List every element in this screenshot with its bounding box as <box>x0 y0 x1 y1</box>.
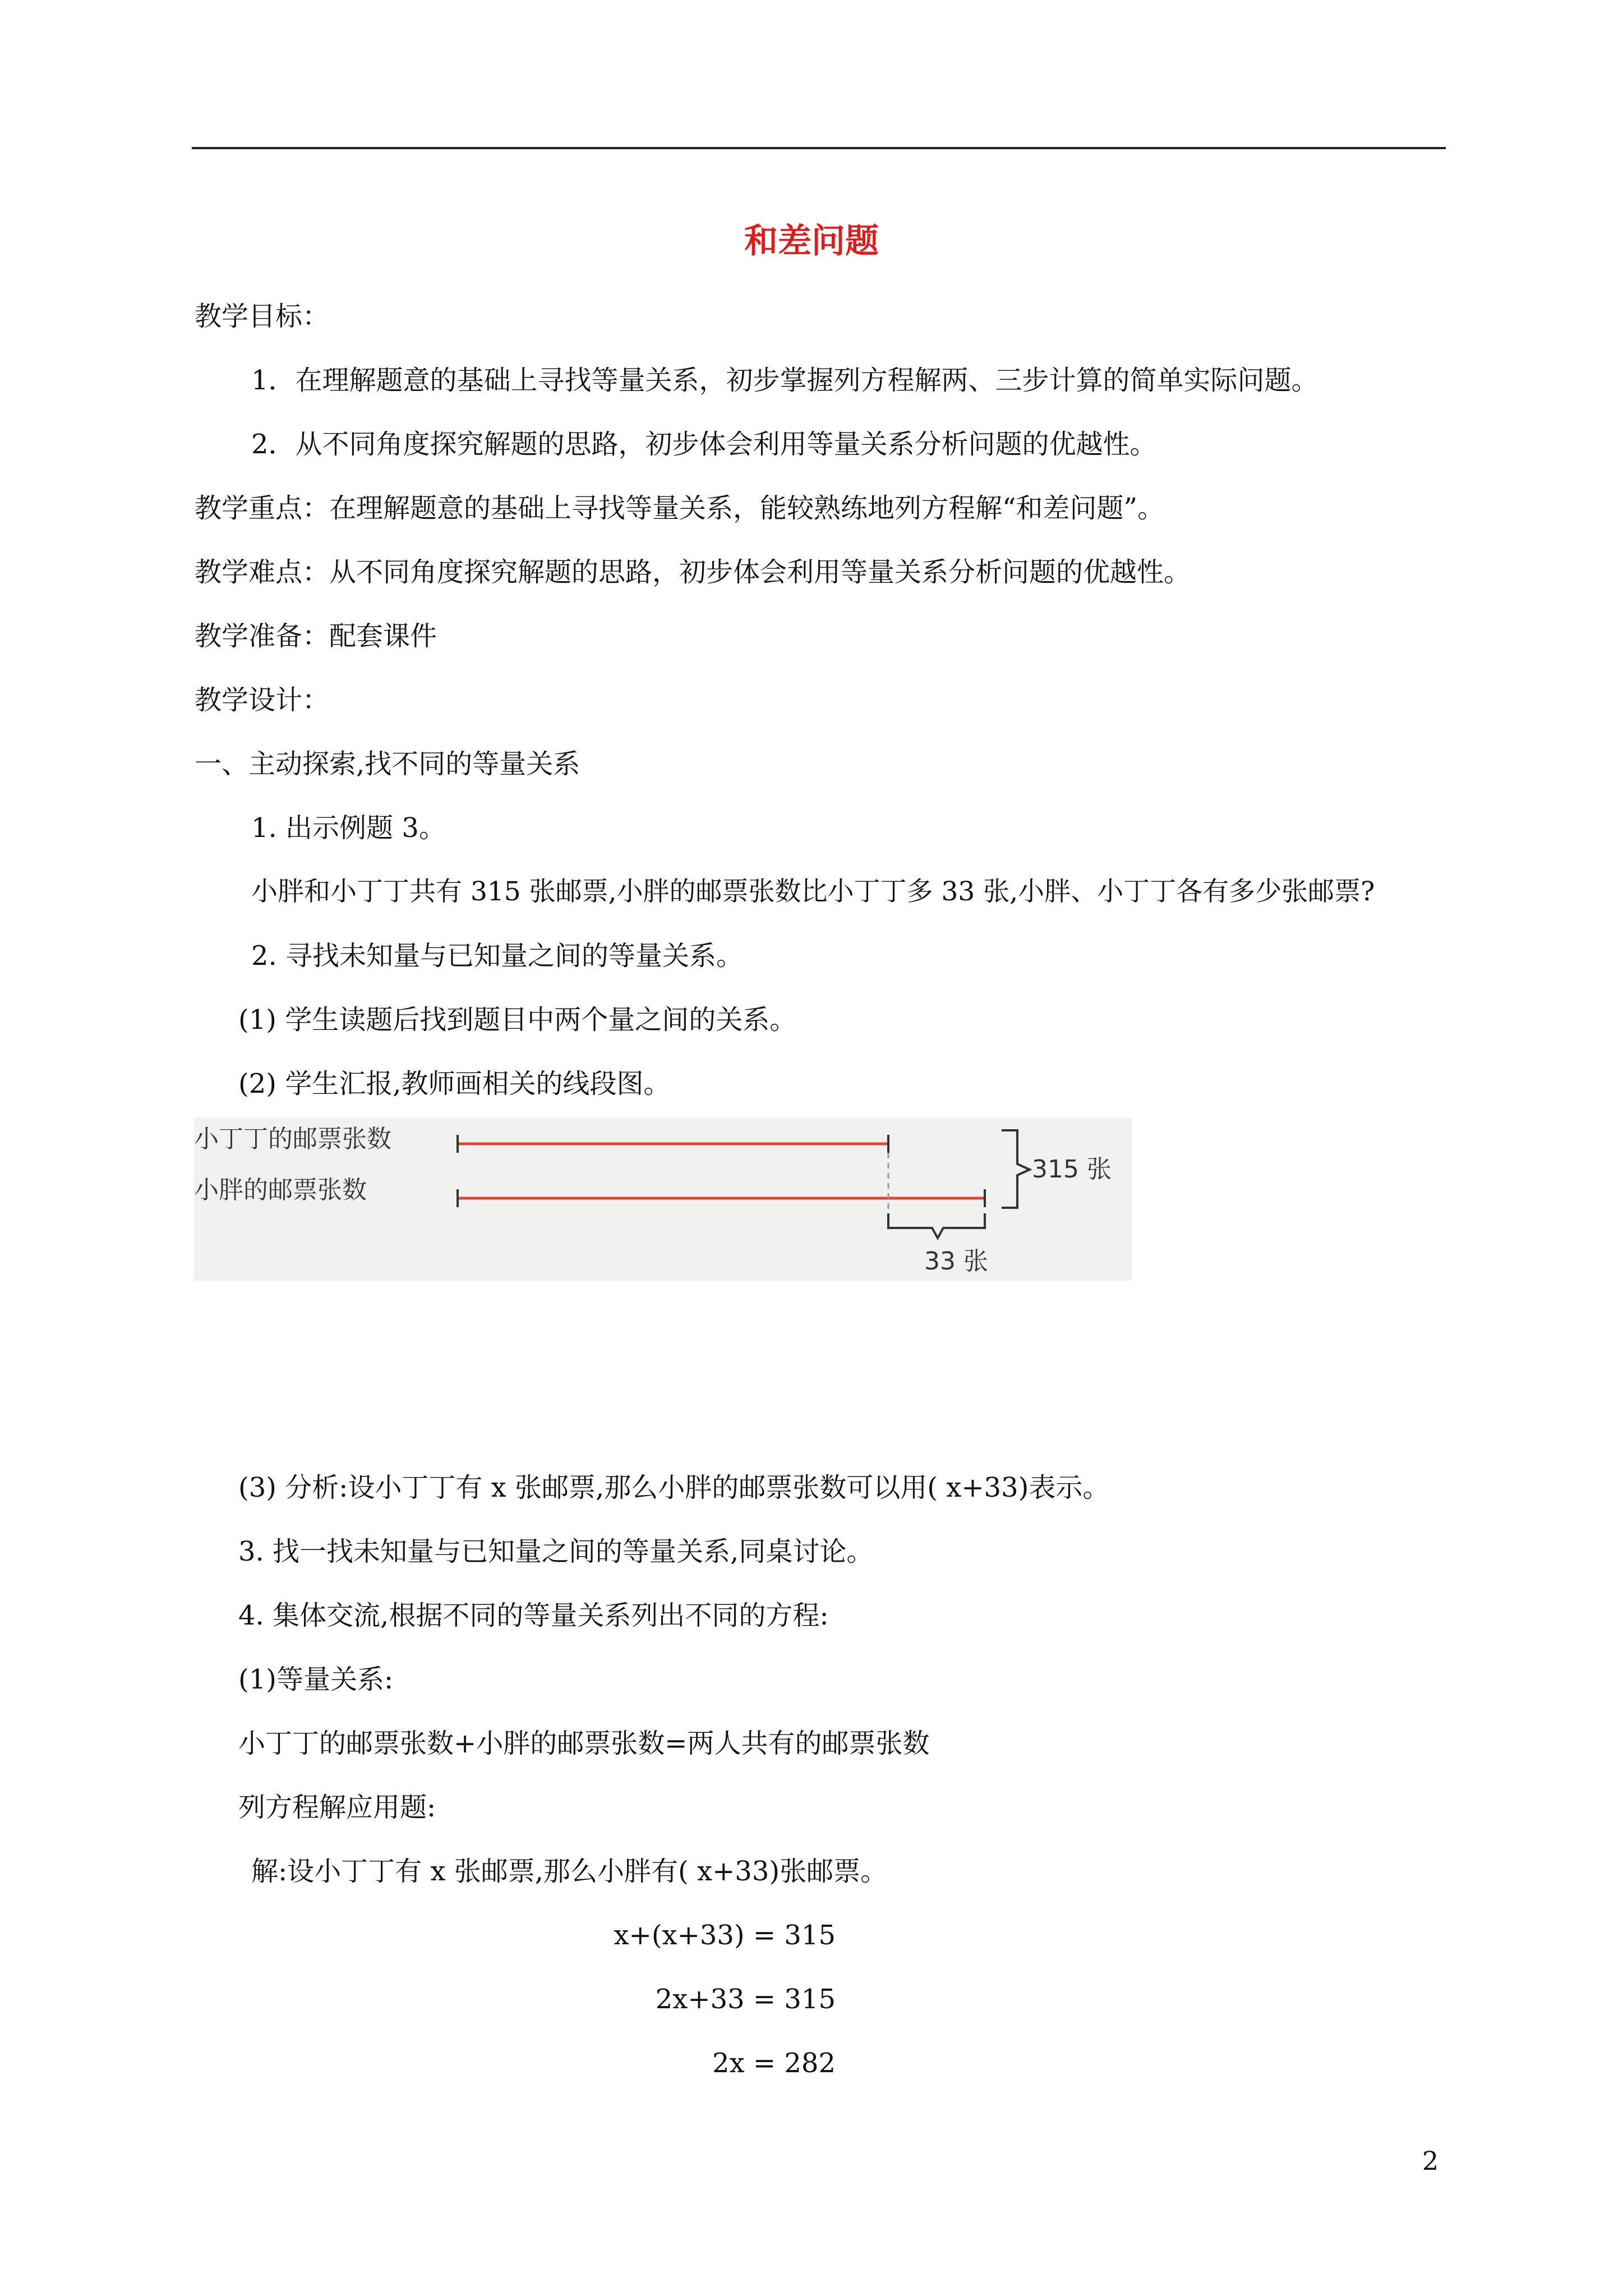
example-problem: 小胖和小丁丁共有 315 张邮票,小胖的邮票张数比小丁丁多 33 张,小胖、小丁丁各有多少张邮票? <box>251 876 1375 907</box>
equation-3 <box>443 2045 836 2081</box>
goal-1: 1．在理解题意的基础上寻找等量关系，初步掌握列方程解两、三步计算的简单实际问题。 <box>251 365 1318 396</box>
goals-heading: 教学目标： <box>195 301 330 332</box>
section-heading-1: 一、主动探索,找不同的等量关系 <box>195 748 580 780</box>
relation-1-heading: (1)等量关系: <box>238 1664 394 1695</box>
equation-2 <box>443 1981 836 2017</box>
header-rule <box>192 147 1446 149</box>
goal-2: 2．从不同角度探究解题的思路，初步体会利用等量关系分析问题的优越性。 <box>251 429 1157 460</box>
substep-3: (3) 分析:设小丁丁有 x 张邮票,那么小胖的邮票张数可以用( x+33)表示。 <box>238 1472 1110 1503</box>
step-3: 3. 找一找未知量与已知量之间的等量关系,同桌讨论。 <box>238 1536 874 1567</box>
solution-setup: 解:设小丁丁有 x 张邮票,那么小胖有( x+33)张邮票。 <box>251 1856 888 1887</box>
equation-2-rhs: = 315 <box>753 1984 836 2015</box>
page-number: 2 <box>1422 2146 1439 2176</box>
substep-2: (2) 学生汇报,教师画相关的线段图。 <box>238 1068 671 1099</box>
line-segment-diagram <box>194 1118 1132 1281</box>
relation-1: 小丁丁的邮票张数+小胖的邮票张数=两人共有的邮票张数 <box>238 1728 930 1759</box>
difference-brace <box>888 1213 985 1238</box>
apply-heading: 列方程解应用题: <box>238 1792 436 1823</box>
equation-3-rhs: = 282 <box>753 2047 836 2079</box>
step-1: 1. 出示例题 3。 <box>251 812 446 844</box>
diagram-label-xiaopang: 小胖的邮票张数 <box>194 1176 367 1204</box>
total-brace <box>1002 1130 1030 1208</box>
page-title: 和差问题 <box>744 222 879 261</box>
total-label: 315 张 <box>1032 1155 1112 1184</box>
difference-label: 33 张 <box>924 1247 988 1276</box>
equation-1-rhs: = 315 <box>753 1920 836 1951</box>
key-point: 教学重点：在理解题意的基础上寻找等量关系，能较熟练地列方程解“和差问题”。 <box>195 493 1165 524</box>
difficulty: 教学难点：从不同角度探究解题的思路，初步体会利用等量关系分析问题的优越性。 <box>195 556 1191 588</box>
diagram-label-xiaodingding: 小丁丁的邮票张数 <box>194 1125 391 1153</box>
preparation: 教学准备：配套课件 <box>195 620 437 652</box>
step-4: 4. 集体交流,根据不同的等量关系列出不同的方程: <box>238 1600 829 1631</box>
equation-1 <box>443 1917 836 1953</box>
design-heading: 教学设计： <box>195 684 330 716</box>
equation-1-lhs: x+(x+33) <box>614 1920 745 1951</box>
equation-3-lhs: 2x <box>712 2047 745 2079</box>
substep-1: (1) 学生读题后找到题目中两个量之间的关系。 <box>238 1004 797 1036</box>
equation-2-lhs: 2x+33 <box>655 1984 745 2015</box>
step-2: 2. 寻找未知量与已知量之间的等量关系。 <box>251 940 744 972</box>
